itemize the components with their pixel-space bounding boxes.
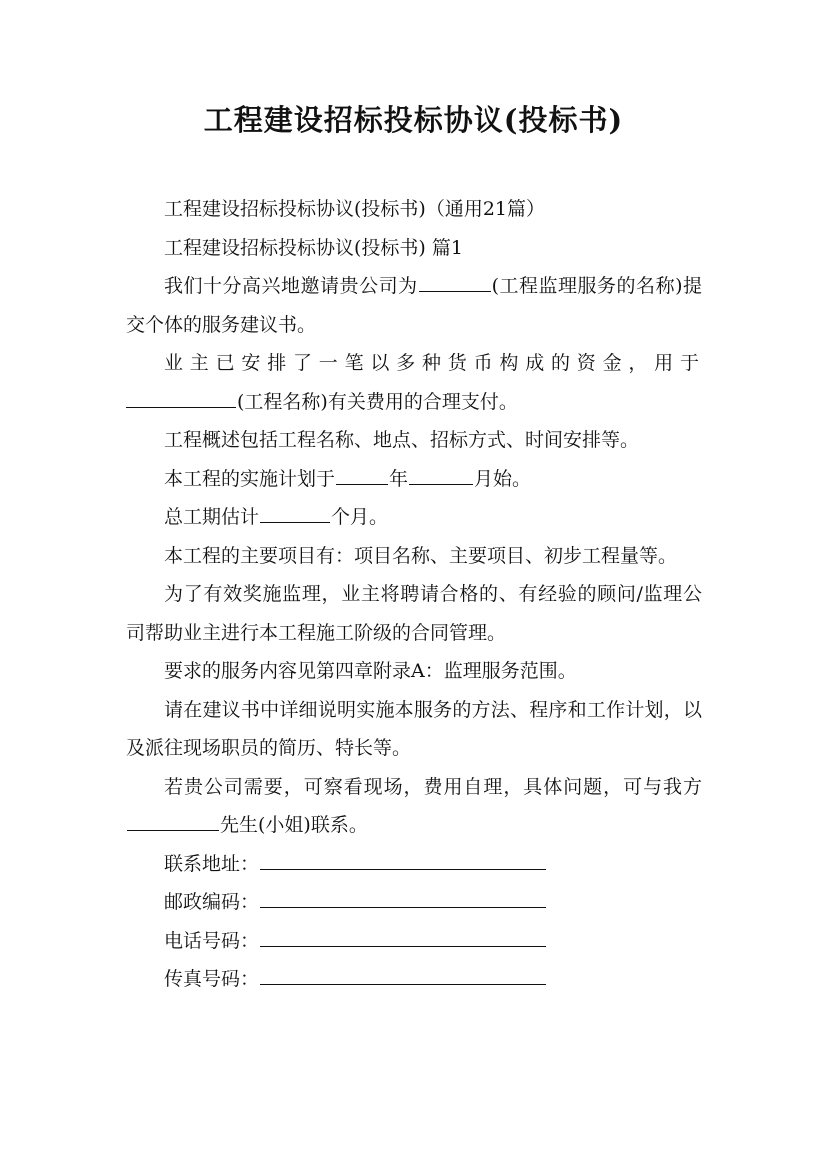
paragraph-text: 若贵公司需要，可察看现场，费用自理，具体问题，可与我方 [164, 775, 702, 798]
fill-blank-year [336, 465, 388, 485]
paragraph-text: 个月。 [331, 506, 389, 528]
paragraph-text: 年 [389, 467, 409, 490]
paragraph-invitation [126, 267, 702, 344]
paragraph-site-visit [126, 768, 702, 845]
paragraph-text: 业主已安排了一笔以多种货币构成的资金，用于 [164, 352, 702, 374]
contact-address-line [126, 845, 702, 884]
paragraph-proposal-details: 请在建议书中详细说明实施本服务的方法、程序和工作计划，以及派往现场职员的简历、特长等。 [126, 698, 702, 759]
paragraph-overview: 工程概述包括工程名称、地点、招标方式、时间安排等。 [164, 429, 640, 451]
paragraph-text: (工程监理服务的名称)提交个体的服务建议书。 [126, 275, 702, 336]
paragraph-duration [126, 498, 702, 537]
contact-label: 电话号码： [164, 929, 260, 952]
paragraph-text: 我们十分高兴地邀请贵公司为 [164, 275, 418, 297]
paragraph-text: 本工程的实施计划于 [164, 467, 336, 490]
fill-blank-fax [260, 965, 546, 985]
fill-blank-address [260, 850, 546, 870]
contact-postcode-line [126, 883, 702, 922]
document-title: 工程建设招标投标协议(投标书) [203, 103, 624, 137]
paragraph-text: (工程名称)有关费用的合理支付。 [237, 390, 518, 413]
paragraph-service-scope: 要求的服务内容见第四章附录A：监理服务范围。 [164, 660, 577, 682]
fill-blank-service-name [419, 272, 491, 292]
contact-label: 传真号码： [164, 968, 260, 990]
fill-blank-postcode [260, 888, 546, 908]
contact-label: 联系地址： [164, 852, 260, 875]
section-heading: 工程建设招标投标协议(投标书) 篇1 [164, 236, 463, 259]
paragraph-funding [126, 344, 702, 421]
document-body [126, 190, 702, 999]
paragraph-text: 先生(小姐)联系。 [220, 814, 368, 836]
contact-label: 邮政编码： [164, 891, 260, 913]
fill-blank-phone [260, 927, 546, 947]
contact-fax-line [126, 960, 702, 999]
paragraph-text: 总工期估计 [164, 506, 260, 528]
fill-blank-contact-person [127, 811, 219, 831]
paragraph-supervision: 为了有效奖施监理，业主将聘请合格的、有经验的顾问/监理公司帮助业主进行本工程施工阶级的合同管理。 [126, 583, 702, 644]
contact-phone-line [126, 922, 702, 961]
fill-blank-months [260, 503, 330, 523]
document-subtitle: 工程建设招标投标协议(投标书)（通用21篇） [164, 198, 546, 220]
paragraph-main-items: 本工程的主要项目有：项目名称、主要项目、初步工程量等。 [164, 544, 678, 567]
paragraph-text: 月始。 [474, 467, 532, 490]
fill-blank-month [409, 465, 473, 485]
fill-blank-project-name [126, 388, 236, 408]
paragraph-schedule [126, 460, 702, 499]
